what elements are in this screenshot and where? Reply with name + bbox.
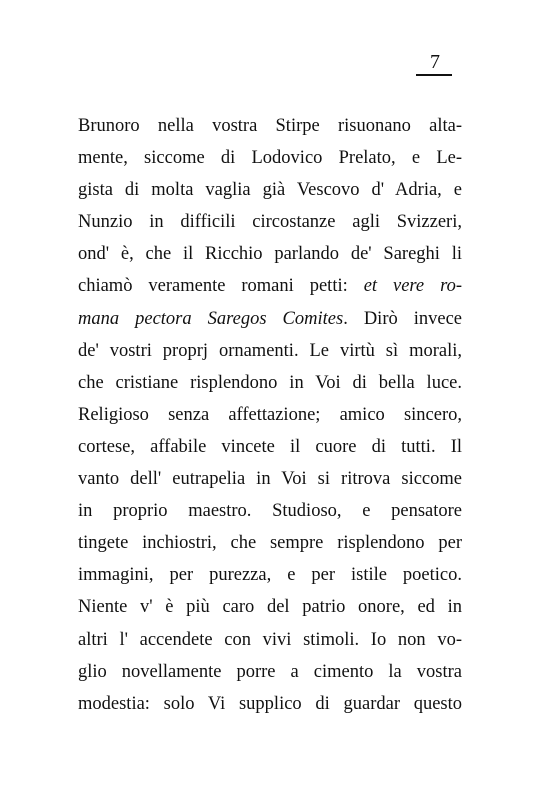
- text-line: [78, 527, 462, 559]
- page-number-rule: [416, 74, 452, 76]
- line-text: altri l' accendete con vivi stimoli. Io non vo-: [78, 629, 462, 650]
- text-line: [78, 142, 462, 174]
- text-line: [78, 367, 462, 399]
- line-text: in proprio maestro. Studioso, e pensatore: [78, 501, 462, 522]
- text-line: [78, 624, 462, 656]
- text-line: [78, 559, 462, 591]
- text-line: [78, 270, 462, 302]
- italic-text: mana pectora Saregos Comites: [78, 308, 344, 329]
- line-text: Religioso senza affettazione; amico sincero,: [78, 404, 462, 425]
- line-text: vanto dell' eutrapelia in Voi si ritrova siccome: [78, 469, 462, 490]
- line-text: modestia: solo Vi supplico di guardar questo: [78, 693, 462, 714]
- line-text: Brunoro nella vostra Stirpe risuonano alta-: [78, 116, 462, 136]
- text-line: [78, 591, 462, 623]
- text-line: [78, 463, 462, 495]
- line-text: glio novellamente porre a cimento la vostra: [78, 661, 462, 682]
- body-text: [78, 110, 462, 720]
- text-line: [78, 206, 462, 238]
- line-text: cortese, affabile vincete il cuore di tutti. Il: [78, 436, 462, 457]
- line-text: de' vostri proprj ornamenti. Le virtù sì morali,: [78, 340, 462, 361]
- page-number: 7: [430, 51, 440, 73]
- line-text: immagini, per purezza, e per istile poetico.: [78, 565, 462, 586]
- line-text: che cristiane risplendono in Voi di bella luce.: [78, 372, 462, 393]
- line-text: Nunzio in difficili circostanze agli Svizzeri,: [78, 212, 462, 233]
- text-line: [78, 688, 462, 720]
- line-text: Niente v' è più caro del patrio onore, ed in: [78, 597, 462, 618]
- italic-text: et vere ro-: [363, 276, 462, 297]
- text-line: [78, 303, 462, 335]
- line-text: tingete inchiostri, che sempre risplendono per: [78, 533, 462, 554]
- text-line: [78, 335, 462, 367]
- line-text: . Dirò invece: [343, 308, 462, 329]
- text-line: [78, 238, 462, 270]
- text-line: [78, 110, 462, 142]
- text-line: [78, 656, 462, 688]
- text-line: [78, 431, 462, 463]
- line-text: mente, siccome di Lodovico Prelato, e Le-: [78, 148, 462, 169]
- text-line: [78, 399, 462, 431]
- line-text: ond' è, che il Ricchio parlando de' Sareghi li: [78, 244, 462, 265]
- text-line: [78, 174, 462, 206]
- text-line: [78, 495, 462, 527]
- line-text: chiamò veramente romani petti:: [78, 276, 364, 297]
- line-text: gista di molta vaglia già Vescovo d' Adria, e: [78, 180, 462, 201]
